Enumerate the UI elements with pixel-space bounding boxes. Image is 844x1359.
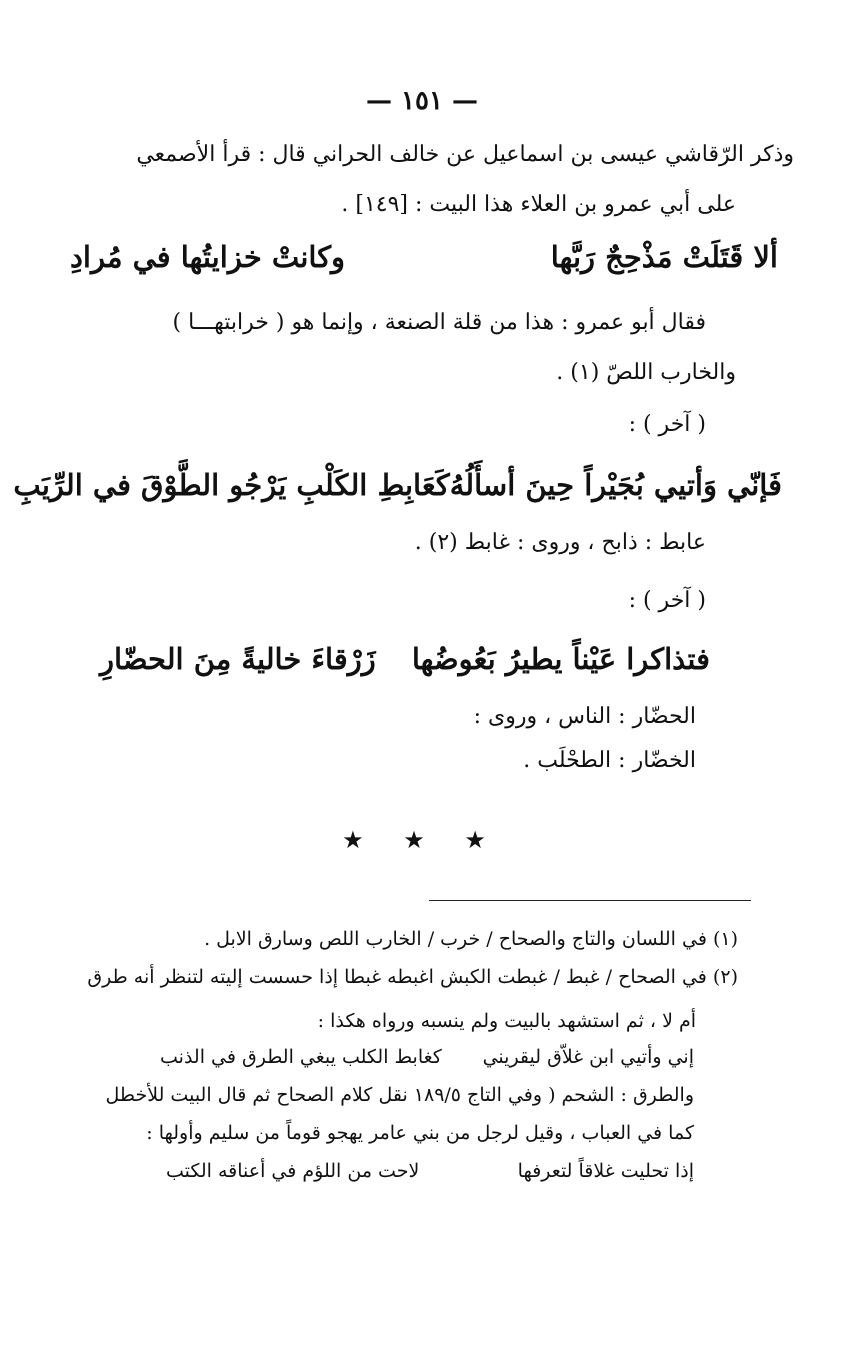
commentary-1-line-2: والخارب اللصّ (١) . [556, 360, 736, 385]
intro-line-2: على أبي عمرو بن العلاء هذا البيت : [١٤٩] . [341, 192, 736, 217]
page-number: — ١٥١ — [365, 86, 479, 116]
section-separator: ★ ★ ★ [342, 826, 502, 854]
akhar-label-2: ( آخر ) : [628, 588, 706, 613]
commentary-2: عابط : ذابح ، وروى : غابط (٢) . [414, 530, 706, 555]
footnote-2-line-3: والطرق : الشحم ( وفي التاج ١٨٩/٥ نقل كلام الصحاح ثم قال البيت للأخطل [105, 1084, 694, 1106]
footnote-2-line-1: (٢) في الصحاح / غبط / غبطت الكبش اغبطه غبطا إذا حسست إليته لتنظر أنه طرق [87, 966, 738, 988]
akhar-label-1: ( آخر ) : [628, 412, 706, 437]
footnote-2-verse-2-second: لاحت من اللؤم في أعناقه الكتب [166, 1160, 420, 1182]
commentary-3-line-1: الحضّار : الناس ، وروى : [473, 704, 696, 729]
footnote-2-verse-2 [166, 1160, 694, 1182]
footnote-2-verse-2-first: إذا تحليت غلاقاً لتعرفها [517, 1160, 694, 1182]
intro-line-1: وذكر الرّقاشي عيسى بن اسماعيل عن خالف الحراني قال : قرأ الأصمعي [136, 142, 794, 167]
verse-1 [70, 240, 778, 274]
verse-3-second-hemistich: زَرْقاءَ خاليةً مِنَ الحضّارِ [100, 642, 376, 676]
footnote-2-line-2: أم لا ، ثم استشهد بالبيت ولم ينسبه ورواه هكذا : [317, 1010, 696, 1032]
commentary-3-line-2: الخضّار : الطحْلَب . [523, 748, 696, 773]
footnote-rule [429, 900, 751, 901]
verse-2-second-hemistich: كَعَابِطِ الكَلْبِ يَرْجُو الطَّوْقَ في الرِّيَبِ [13, 468, 450, 502]
verse-3 [100, 642, 710, 676]
commentary-1-line-1: فقال أبو عمرو : هذا من قلة الصنعة ، وإنما هو ( خرابتهـــا ) [172, 310, 706, 335]
footnote-2-verse-first: إني وأتيي ابن غلاّق ليقريني [482, 1046, 694, 1068]
verse-2-first-hemistich: فَإنّي وَأتيي بُجَيْراً حِينَ أسأَلُهُ [449, 468, 782, 502]
footnote-2-verse [160, 1046, 694, 1068]
footnote-2-line-4: كما في العباب ، وقيل لرجل من بني عامر يهجو قوماً من سليم وأولها : [146, 1122, 694, 1144]
verse-1-first-hemistich: ألا قَتَلَتْ مَذْحِجٌ رَبَّها [550, 240, 778, 274]
footnote-1: (١) في اللسان والتاج والصحاح / خرب / الخارب اللص وسارق الابل . [204, 928, 738, 950]
footnote-2-verse-second: كغابط الكلب يبغي الطرق في الذنب [160, 1046, 442, 1068]
verse-3-first-hemistich: فتذاكرا عَيْناً يطيرُ بَعُوضُها [411, 642, 710, 676]
verse-2 [13, 468, 782, 502]
verse-1-second-hemistich: وكانتْ خزايتُها في مُرادِ [70, 240, 346, 274]
